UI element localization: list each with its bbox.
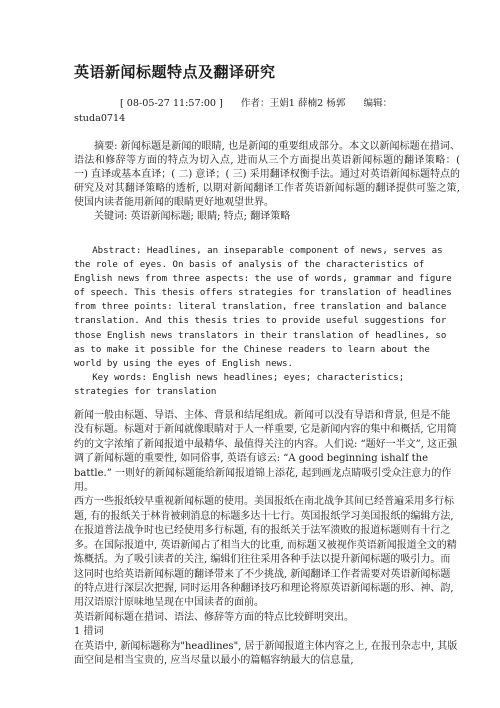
english-abstract <box>74 244 460 399</box>
body-paragraph-3: 英语新闻标题在措词、语法、修辞等方面的特点比较鲜明突出。 <box>74 611 354 623</box>
author-names: 王娟1 薛楠2 杨郭 <box>269 98 346 109</box>
abstract-cn-text: 摘要: 新闻标题是新闻的眼睛, 也是新闻的重要组成部分。本文以新闻标题在措词、语法和修辞等方面的特点为切入点, 进而从三个方面提出英语新闻标题的翻译策略：( 一) 直译或基本直译；( 二) 意译；( 三) 采用翻译权衡手法。通过对英语新闻标题特点的研究及对其翻译策略的透析, 以期对新闻翻译工作者英语新闻标题的翻译提供可鉴之策, 使国内读者能用新闻的眼睛更好地观望世界。 <box>74 141 460 208</box>
publish-date: [ 08-05-27 11:57:00 ] <box>120 98 223 109</box>
keywords-cn: 关键词: 英语新闻标题; 眼睛; 特点; 翻译策略 <box>94 211 291 222</box>
author-label: 作者： <box>240 98 270 109</box>
article-meta <box>74 96 460 126</box>
paper-title: 英语新闻标题特点及翻译研究 <box>74 63 276 81</box>
body-paragraph-1: 新闻一般由标题、导语、主体、背景和结尾组成。新闻可以没有导语和背景, 但是不能没有标题。标题对于新闻就像眼睛对于人一样重要, 它是新闻内容的集中和概括, 它用简约的文字浓缩了新闻报道中最精华、最值得关注的内容。人们说: “题好一半文”, 这正强调了新闻标题的重要性, 如同俗事, 英语有谚云: “A good beginning ishalf the battle.” 一则好的新闻标题能给新闻报道锦上添花, 起到画龙点睛吸引受众注意力的作用。 <box>74 410 458 494</box>
chinese-abstract <box>74 140 460 224</box>
article-body <box>74 409 460 668</box>
abstract-en-text: Abstract: Headlines, an inseparable component of news, serves as the role of eyes. On basis of analysis of the characteristics of English news from three aspects: the use of words, grammar and figure of speech. This thesis offers strategies for translation of headlines from three points: literal translation, free translation and balance translation. And this thesis tries to provide useful suggestions for those English news translators in their translation of headlines, so as to make it possible for the Chinese readers to learn about the world by using the eyes of English news. <box>74 246 452 369</box>
editor-name: studa0714 <box>74 113 126 124</box>
section-heading-1: 1 措词 <box>74 626 104 638</box>
body-paragraph-4: 在英语中, 新闻标题称为"headlines", 居于新闻报道主体内容之上, 在报刊杂志中, 其版面空间是相当宝贵的, 应当尽量以最小的篇幅容纳最大的信息量, <box>74 640 458 666</box>
body-paragraph-2: 西方一些报纸较早重视新闻标题的使用。美国报纸在南北战争其间已经普遍采用多行标题, 有的报纸关于林肯被刺消息的标题多达十七行。英国报纸学习美国报纸的编辑方法, 在报道普法战争时也已经使用多行标题, 有的报纸关于法军溃败的报道标题则有十行之多。在国际报道中, 英语新闻占了相当大的比重, 而标题又被视作英语新闻报道全文的精炼概括。为了吸引读者的关注, 编辑们往往采用各种手法以提升新闻标题的吸引力。而这同时也给英语新闻标题的翻译带来了不少挑战, 新闻翻译工作者需要对英语新闻标题的特点进行深层次把握, 同时运用各种翻译技巧和理论将原英语新闻标题的形、神、韵, 用汉语原汁原味地呈现在中国读者的面前。 <box>74 496 457 609</box>
editor-label: 编辑： <box>363 98 393 109</box>
keywords-en: Key words: English news headlines; eyes; characteristics; strategies for translation <box>74 372 405 397</box>
